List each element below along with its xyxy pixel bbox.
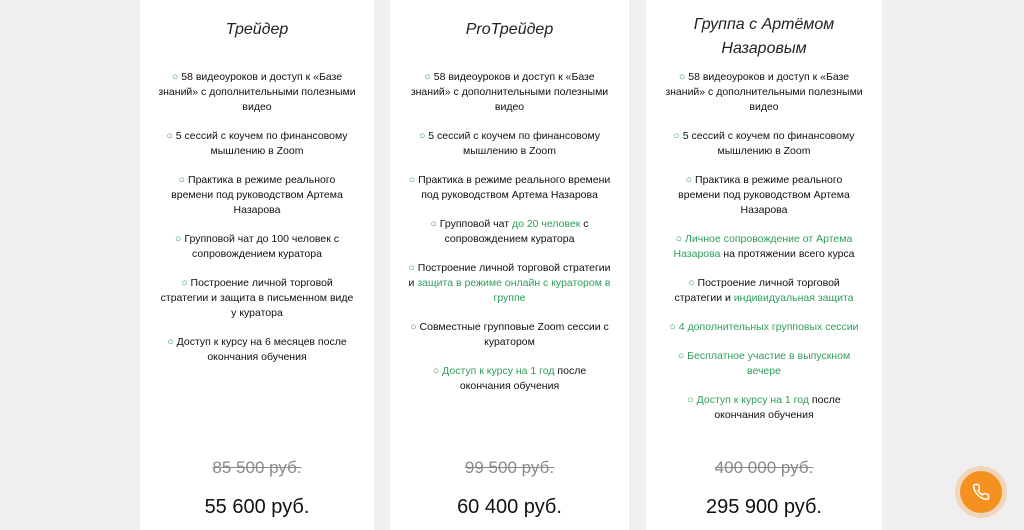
feature-highlight: Доступ к курсу на 1 год (442, 365, 555, 377)
feature-item (408, 70, 611, 115)
plan-title: Трейдер (225, 21, 289, 38)
feature-text: 58 видеоуроков и доступ к «Базе знаний» с дополнительными полезными видео (158, 71, 356, 113)
feature-item (158, 335, 356, 365)
bullet-icon: ○ (678, 71, 686, 83)
bullet-icon: ○ (408, 174, 416, 186)
feature-text: с сопровождением куратора (444, 218, 589, 245)
feature-text: 5 сессий с коучем по финансовому мышлению в Zoom (682, 130, 855, 157)
feature-text: на протяжении всего курса (720, 248, 855, 260)
feature-highlight: до 20 человек (511, 218, 581, 230)
feature-item (158, 70, 356, 115)
bullet-icon: ○ (408, 262, 415, 274)
feature-highlight: защита в режиме онлайн с куратором в группе (417, 277, 611, 304)
feature-item (158, 173, 356, 218)
feature-highlight: Бесплатное участие в выпускном вечере (687, 350, 851, 377)
old-price: 85 500 руб. (212, 458, 302, 477)
bullet-icon: ○ (677, 350, 685, 362)
feature-item (664, 349, 864, 379)
feature-highlight: 4 дополнительных групповых сессии (678, 321, 859, 333)
bullet-icon: ○ (175, 233, 182, 245)
feature-text: Практика в режиме реального времени под руководством Артема Назарова (171, 174, 343, 216)
new-price: 55 600 руб. (204, 496, 310, 518)
bullet-icon: ○ (166, 130, 173, 142)
feature-item (408, 173, 611, 203)
feature-item (408, 320, 611, 350)
plan-card-group (646, 0, 882, 530)
new-price: 295 900 руб. (706, 496, 822, 518)
feature-item (664, 70, 864, 115)
plan-title: ProТрейдер (465, 21, 554, 38)
bullet-icon: ○ (424, 71, 431, 83)
bullet-icon: ○ (675, 233, 682, 245)
feature-text: Практика в режиме реального времени под руководством Артема Назарова (418, 174, 611, 201)
bullet-icon: ○ (171, 71, 179, 83)
feature-text: 5 сессий с коучем по финансовому мышлению в Zoom (175, 130, 348, 157)
feature-text: Построение личной торговой стратегии и (674, 277, 840, 304)
feature-item (408, 364, 611, 394)
feature-list (408, 70, 611, 408)
feature-text: Практика в режиме реального времени под руководством Артема Назарова (678, 174, 850, 216)
bullet-icon: ○ (669, 321, 676, 333)
feature-item (664, 232, 864, 262)
bullet-icon: ○ (178, 174, 186, 186)
feature-item (664, 129, 864, 159)
feature-item (408, 261, 611, 306)
feature-item (158, 129, 356, 159)
feature-highlight: Доступ к курсу на 1 год (696, 394, 810, 406)
feature-text: Доступ к курсу на 6 месяцев после окончания обучения (176, 336, 347, 363)
new-price: 60 400 руб. (457, 496, 562, 518)
feature-highlight: индивидуальная защита (733, 292, 854, 304)
feature-text: 58 видеоуроков и доступ к «Базе знаний» с дополнительными полезными видео (665, 71, 863, 113)
feature-text: 5 сессий с коучем по финансовому мышлению в Zoom (428, 130, 601, 157)
bullet-icon: ○ (673, 130, 680, 142)
bullet-icon: ○ (685, 174, 693, 186)
bullet-icon: ○ (418, 130, 426, 142)
feature-text: 58 видеоуроков и доступ к «Базе знаний» с дополнительными полезными видео (410, 71, 609, 113)
feature-item (664, 173, 864, 218)
old-price: 99 500 руб. (464, 458, 555, 477)
feature-item (408, 217, 611, 247)
feature-list (158, 70, 356, 379)
plan-card-trader (140, 0, 374, 530)
plan-title: Группа с Артёмом Назаровым (693, 16, 835, 57)
bullet-icon: ○ (688, 277, 695, 289)
feature-text: Построение личной торговой стратегии и (408, 262, 611, 289)
feature-text: Построение личной торговой стратегии и защита в письменном виде у куратора (160, 277, 354, 319)
call-button[interactable] (960, 471, 1002, 513)
bullet-icon: ○ (181, 277, 188, 289)
feature-text: Групповой чат (439, 218, 512, 230)
plan-card-protrader (390, 0, 629, 530)
feature-text: после окончания обучения (459, 365, 587, 392)
feature-item (664, 393, 864, 423)
bullet-icon: ○ (430, 218, 437, 230)
feature-highlight: Личное сопровождение от Артема Назарова (673, 233, 853, 260)
phone-icon (972, 483, 990, 501)
feature-item (158, 276, 356, 321)
feature-item (664, 320, 864, 335)
bullet-icon: ○ (167, 336, 174, 348)
feature-item (158, 232, 356, 262)
feature-item (664, 276, 864, 306)
old-price: 400 000 руб. (714, 458, 814, 477)
bullet-icon: ○ (410, 321, 417, 333)
feature-list (664, 70, 864, 437)
bullet-icon: ○ (687, 394, 694, 406)
feature-text: после окончания обучения (714, 394, 841, 421)
feature-text: Совместные групповые Zoom сессии с куратором (419, 321, 609, 348)
bullet-icon: ○ (432, 365, 440, 377)
feature-text: Групповой чат до 100 человек с сопровождением куратора (184, 233, 339, 260)
feature-item (408, 129, 611, 159)
